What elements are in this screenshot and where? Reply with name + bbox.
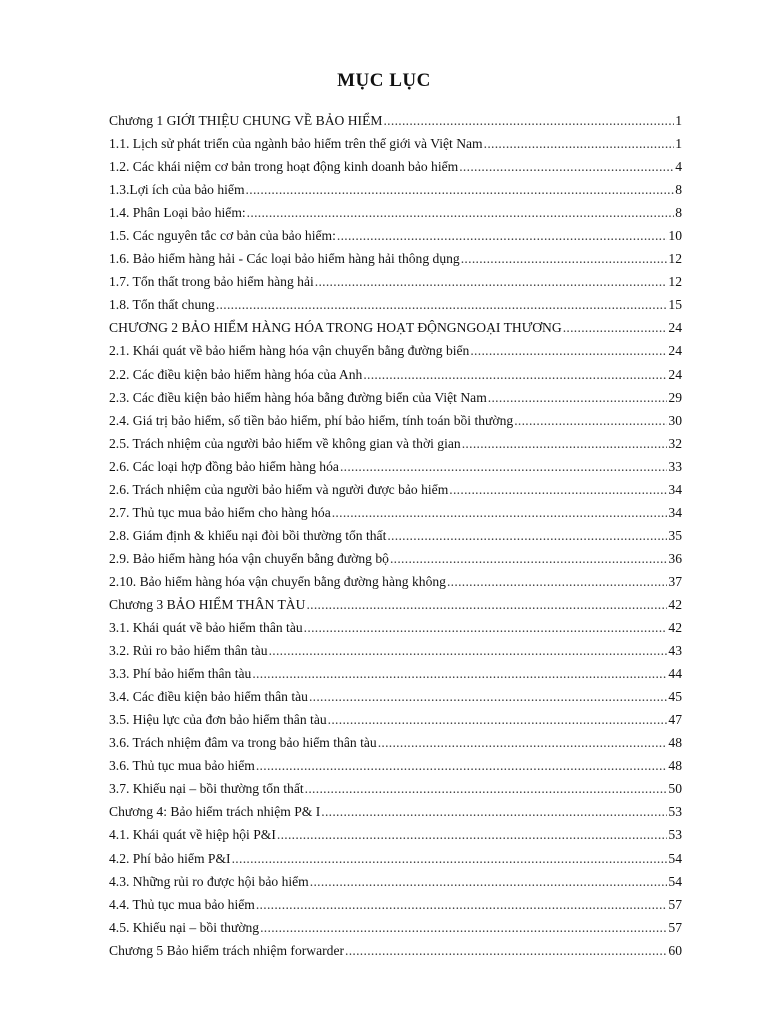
toc-entry[interactable] xyxy=(109,409,682,432)
toc-entry-label: 2.3. Các điều kiện bảo hiểm hàng hóa bằng đường biển của Việt Nam xyxy=(109,389,487,405)
toc-entry[interactable] xyxy=(109,386,682,409)
dot-leader xyxy=(247,201,675,224)
dot-leader xyxy=(378,731,668,754)
toc-entry[interactable] xyxy=(109,363,682,386)
toc-entry-page-number: 12 xyxy=(668,274,682,290)
dot-leader xyxy=(462,432,668,455)
toc-entry[interactable] xyxy=(109,155,682,178)
toc-entry-page-number: 57 xyxy=(668,919,682,935)
toc-entry-page-number: 45 xyxy=(668,689,682,705)
dot-leader xyxy=(363,363,667,386)
dot-leader xyxy=(309,685,667,708)
toc-entry-label: 2.5. Trách nhiệm của người bảo hiểm về không gian và thời gian xyxy=(109,435,461,451)
toc-entry-page-number: 54 xyxy=(668,873,682,889)
dot-leader xyxy=(390,547,667,570)
toc-entry[interactable] xyxy=(109,132,682,155)
toc-entry-page-number: 24 xyxy=(668,343,682,359)
dot-leader xyxy=(387,524,667,547)
toc-entry[interactable] xyxy=(109,455,682,478)
dot-leader xyxy=(345,939,667,962)
toc-entry-label: Chương 4: Bảo hiểm trách nhiệm P& I xyxy=(109,804,321,820)
toc-entry-page-number: 1 xyxy=(675,113,682,128)
toc-entry-page-number: 57 xyxy=(668,896,682,912)
toc-entry-label: 4.2. Phí bảo hiểm P&I xyxy=(109,850,231,866)
toc-entry[interactable] xyxy=(109,800,682,823)
toc-entry[interactable] xyxy=(109,639,682,662)
dot-leader xyxy=(449,478,667,501)
dot-leader xyxy=(216,293,668,316)
dot-leader xyxy=(269,639,668,662)
toc-entry-label: 2.4. Giá trị bảo hiểm, số tiền bảo hiểm, phí bảo hiểm, tính toán bồi thường xyxy=(109,412,514,428)
toc-entry-page-number: 54 xyxy=(668,850,682,866)
toc-entry[interactable] xyxy=(109,432,682,455)
dot-leader xyxy=(256,893,668,916)
dot-leader xyxy=(447,570,667,593)
toc-entry[interactable] xyxy=(109,316,682,339)
toc-entry[interactable] xyxy=(109,708,682,731)
toc-entry-label: 2.9. Bảo hiểm hàng hóa vận chuyển bằng đường bộ xyxy=(109,550,389,566)
toc-entry[interactable] xyxy=(109,754,682,777)
toc-entry-page-number: 42 xyxy=(668,596,682,612)
toc-entry[interactable] xyxy=(109,616,682,639)
toc-entry-label: 2.1. Khái quát về bảo hiểm hàng hóa vận chuyển bằng đường biển xyxy=(109,343,470,359)
dot-leader xyxy=(332,501,668,524)
toc-entry[interactable] xyxy=(109,593,682,616)
dot-leader xyxy=(563,316,668,339)
toc-entry-page-number: 60 xyxy=(668,942,682,958)
toc-entry-label: 2.10. Bảo hiểm hàng hóa vận chuyển bằng đường hàng không xyxy=(109,573,446,589)
toc-entry-page-number: 48 xyxy=(668,735,682,751)
toc-entry-label: 2.6. Trách nhiệm của người bảo hiểm và người được bảo hiểm xyxy=(109,481,449,497)
toc-entry-page-number: 34 xyxy=(668,504,682,520)
toc-entry-page-number: 35 xyxy=(668,527,682,543)
dot-leader xyxy=(260,916,667,939)
dot-leader xyxy=(461,247,668,270)
toc-entry-page-number: 4 xyxy=(675,159,682,175)
dot-leader xyxy=(321,800,667,823)
toc-entry-label: 1.1. Lịch sử phát triển của ngành bảo hiểm trên thế giới và Việt Nam xyxy=(109,136,483,152)
toc-entry-page-number: 12 xyxy=(668,251,682,267)
toc-entry-label: 3.2. Rủi ro bảo hiểm thân tàu xyxy=(109,643,268,659)
toc-entry-label: Chương 1 GIỚI THIỆU CHUNG VỀ BẢO HIỂM xyxy=(109,113,383,128)
toc-entry-page-number: 47 xyxy=(668,712,682,728)
toc-entry-page-number: 53 xyxy=(668,804,682,820)
toc-entry-page-number: 29 xyxy=(668,389,682,405)
toc-entry-label: 1.4. Phân Loại bảo hiểm: xyxy=(109,205,246,221)
toc-entry[interactable] xyxy=(109,870,682,893)
toc-entry-page-number: 50 xyxy=(668,781,682,797)
toc-entry-label: 3.6. Trách nhiệm đâm va trong bảo hiểm thân tàu xyxy=(109,735,377,751)
toc-entry-label: 3.7. Khiếu nại – bồi thường tổn thất xyxy=(109,781,304,797)
dot-leader xyxy=(252,662,667,685)
toc-entry-label: 1.5. Các nguyên tắc cơ bản của bảo hiểm: xyxy=(109,228,336,244)
toc-entry-page-number: 24 xyxy=(668,320,682,336)
toc-entry[interactable] xyxy=(109,939,682,962)
toc-entry[interactable] xyxy=(109,339,682,362)
toc-entry-label: 2.7. Thủ tục mua bảo hiểm cho hàng hóa xyxy=(109,504,331,520)
toc-entry-label: 1.7. Tổn thất trong bảo hiểm hàng hải xyxy=(109,274,314,290)
dot-leader xyxy=(337,224,668,247)
toc-entry-page-number: 36 xyxy=(668,550,682,566)
dot-leader xyxy=(328,708,668,731)
toc-entry-label: 2.8. Giám định & khiếu nại đòi bồi thường tổn thất xyxy=(109,527,387,543)
dot-leader xyxy=(340,455,667,478)
toc-entry[interactable] xyxy=(109,478,682,501)
toc-entry-page-number: 37 xyxy=(668,573,682,589)
toc-entry[interactable] xyxy=(109,109,682,132)
toc-entry[interactable] xyxy=(109,547,682,570)
dot-leader xyxy=(306,593,667,616)
toc-entry[interactable] xyxy=(109,570,682,593)
toc-entry-label: 3.4. Các điều kiện bảo hiểm thân tàu xyxy=(109,689,308,705)
toc-entry[interactable] xyxy=(109,893,682,916)
dot-leader xyxy=(514,409,667,432)
toc-entry-page-number: 44 xyxy=(668,666,682,682)
dot-leader xyxy=(305,777,668,800)
toc-entry-label: 1.6. Bảo hiểm hàng hải - Các loại bảo hiểm hàng hải thông dụng xyxy=(109,251,460,267)
dot-leader xyxy=(470,339,667,362)
toc-entry[interactable] xyxy=(109,524,682,547)
dot-leader xyxy=(246,178,675,201)
toc-entry-page-number: 24 xyxy=(668,366,682,382)
toc-entry[interactable] xyxy=(109,224,682,247)
toc-entry-label: 4.3. Những rủi ro được hội bảo hiểm xyxy=(109,873,309,889)
dot-leader xyxy=(232,847,668,870)
toc-entry-page-number: 15 xyxy=(668,297,682,313)
toc-entry-page-number: 42 xyxy=(668,620,682,636)
toc-entry[interactable] xyxy=(109,777,682,800)
table-of-contents xyxy=(109,109,682,962)
toc-entry-page-number: 43 xyxy=(668,643,682,659)
toc-entry-label: 3.1. Khái quát về bảo hiểm thân tàu xyxy=(109,620,303,636)
toc-entry[interactable] xyxy=(109,270,682,293)
toc-entry-label: 3.3. Phí bảo hiểm thân tàu xyxy=(109,666,252,682)
toc-entry[interactable] xyxy=(109,247,682,270)
toc-entry[interactable] xyxy=(109,823,682,846)
toc-entry-label: 1.3.Lợi ích của bảo hiểm xyxy=(109,182,245,198)
toc-entry-page-number: 33 xyxy=(668,458,682,474)
toc-entry-page-number: 34 xyxy=(668,481,682,497)
toc-entry[interactable] xyxy=(109,685,682,708)
dot-leader xyxy=(484,132,675,155)
page-title: MỤC LỤC xyxy=(337,70,431,91)
dot-leader xyxy=(459,155,674,178)
toc-entry[interactable] xyxy=(109,662,682,685)
toc-entry-page-number: 10 xyxy=(668,228,682,244)
dot-leader xyxy=(256,754,668,777)
dot-leader xyxy=(310,870,668,893)
toc-entry-page-number: 32 xyxy=(668,435,682,451)
toc-entry-label: Chương 5 Bảo hiểm trách nhiệm forwarder xyxy=(109,942,345,958)
toc-entry-label: 3.5. Hiệu lực của đơn bảo hiểm thân tàu xyxy=(109,712,327,728)
toc-entry[interactable] xyxy=(109,731,682,754)
toc-entry-page-number: 1 xyxy=(675,136,682,152)
toc-entry-page-number: 30 xyxy=(668,412,682,428)
toc-entry[interactable] xyxy=(109,178,682,201)
toc-entry-page-number: 8 xyxy=(675,182,682,198)
toc-entry[interactable] xyxy=(109,501,682,524)
toc-entry-page-number: 53 xyxy=(668,827,682,843)
toc-entry-label: 2.2. Các điều kiện bảo hiểm hàng hóa của Anh xyxy=(109,366,363,382)
toc-entry[interactable] xyxy=(109,916,682,939)
toc-entry[interactable] xyxy=(109,847,682,870)
toc-entry-label: 2.6. Các loại hợp đồng bảo hiểm hàng hóa xyxy=(109,458,339,474)
dot-leader xyxy=(315,270,668,293)
toc-entry-label: 1.2. Các khái niệm cơ bản trong hoạt động kinh doanh bảo hiểm xyxy=(109,159,459,175)
toc-entry-label: 4.4. Thủ tục mua bảo hiểm xyxy=(109,896,255,912)
toc-entry-label: 1.8. Tổn thất chung xyxy=(109,297,215,313)
dot-leader xyxy=(383,109,674,132)
toc-entry-label: Chương 3 BẢO HIỂM THÂN TÀU xyxy=(109,596,306,612)
toc-entry-label: 4.1. Khái quát về hiệp hội P&I xyxy=(109,827,276,843)
dot-leader xyxy=(277,823,668,846)
dot-leader xyxy=(304,616,668,639)
toc-entry-label: 4.5. Khiếu nại – bồi thường xyxy=(109,919,260,935)
toc-entry-page-number: 48 xyxy=(668,758,682,774)
toc-entry[interactable] xyxy=(109,293,682,316)
toc-entry[interactable] xyxy=(109,201,682,224)
dot-leader xyxy=(488,386,668,409)
toc-entry-page-number: 8 xyxy=(675,205,682,221)
toc-entry-label: CHƯƠNG 2 BẢO HIỂM HÀNG HÓA TRONG HOẠT ĐỘNGNGOẠI THƯƠNG xyxy=(109,320,562,336)
toc-entry-label: 3.6. Thủ tục mua bảo hiểm xyxy=(109,758,255,774)
